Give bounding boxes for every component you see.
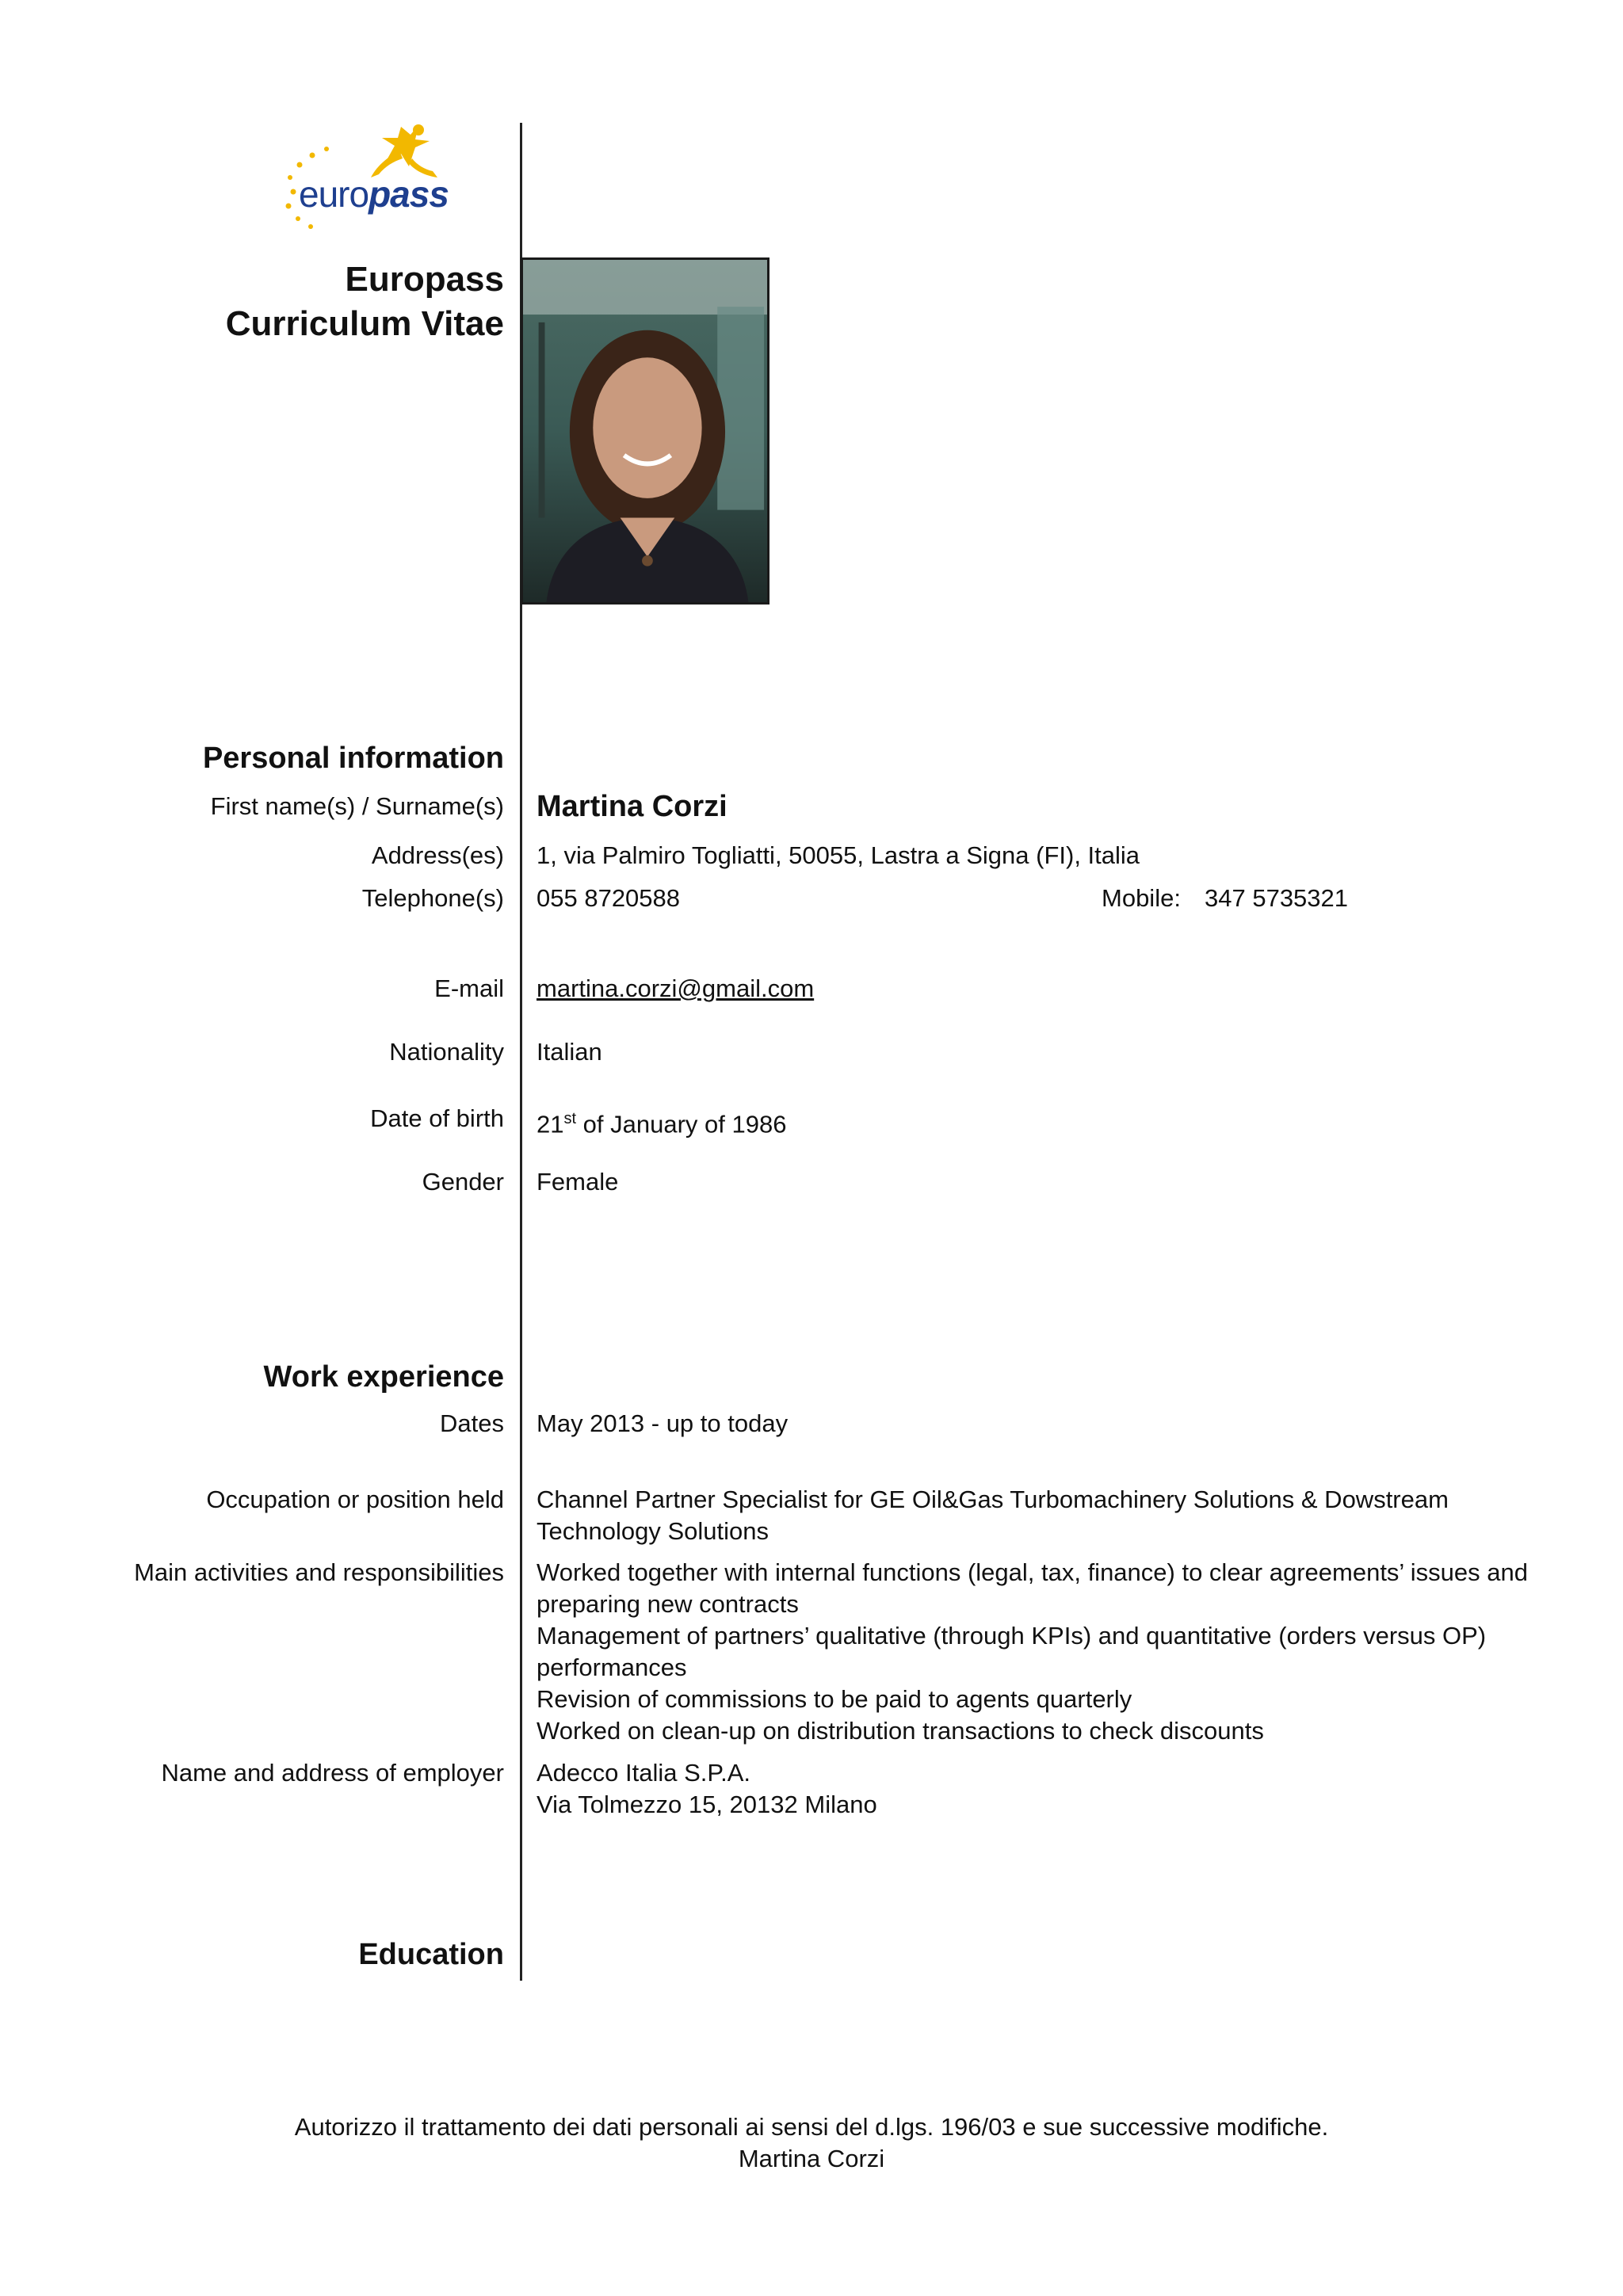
mobile-label: Mobile: <box>1102 884 1181 912</box>
europass-wordmark <box>299 173 449 215</box>
list-item: Revision of commissions to be paid to agents quarterly <box>537 1685 1132 1713</box>
email-label: E-mail <box>434 974 504 1002</box>
occupation-value: Channel Partner Specialist for GE Oil&Gas Turbomachinery Solutions & Dowstream Technology Solutions <box>537 1486 1449 1545</box>
footer-consent: Autorizzo il trattamento dei dati personali ai sensi del d.lgs. 196/03 e sue successive modifiche. <box>294 2113 1329 2141</box>
activities-list <box>537 1557 1567 1747</box>
cv-title-line1: Europass <box>345 260 504 299</box>
profile-photo <box>521 257 769 605</box>
employer-line1: Adecco Italia S.P.A. <box>537 1759 750 1787</box>
address-label: Address(es) <box>371 841 504 869</box>
list-item: Management of partners’ qualitative (through KPIs) and quantitative (orders versus OP) performances <box>537 1622 1487 1681</box>
gender-label: Gender <box>422 1168 504 1196</box>
footer-signature: Martina Corzi <box>738 2145 885 2172</box>
wordmark-pass: pass <box>369 174 449 215</box>
employer-value <box>537 1757 1567 1821</box>
telephone-value: 055 8720588 <box>537 884 681 912</box>
nationality-label: Nationality <box>389 1038 504 1066</box>
dates-label: Dates <box>440 1409 504 1437</box>
section-personal-information: Personal information <box>202 742 504 775</box>
address-value: 1, via Palmiro Togliatti, 50055, Lastra a Signa (FI), Italia <box>537 841 1140 869</box>
name-label: First name(s) / Surname(s) <box>210 792 504 820</box>
dates-value: May 2013 - up to today <box>537 1409 789 1437</box>
list-item: Worked together with internal functions (legal, tax, finance) to clear agreements’ issues and preparing new contracts <box>537 1558 1528 1618</box>
nationality-value: Italian <box>537 1038 602 1066</box>
dob-suffix: st <box>563 1110 577 1127</box>
person-portrait-icon <box>523 260 767 602</box>
dob-day: 21 <box>537 1110 564 1138</box>
cv-title-line2: Curriculum Vitae <box>225 304 504 343</box>
email-link[interactable]: martina.corzi@gmail.com <box>537 974 815 1002</box>
section-work-experience: Work experience <box>263 1360 504 1394</box>
activities-label: Main activities and responsibilities <box>134 1558 504 1586</box>
wordmark-euro: euro <box>299 174 369 215</box>
employer-line2: Via Tolmezzo 15, 20132 Milano <box>537 1791 877 1818</box>
list-item: Worked on clean-up on distribution transactions to check discounts <box>537 1717 1264 1745</box>
occupation-label: Occupation or position held <box>206 1486 504 1513</box>
mobile-value: 347 5735321 <box>1205 884 1349 912</box>
dob-rest: of January of 1986 <box>576 1110 787 1138</box>
telephone-label: Telephone(s) <box>361 884 504 912</box>
cv-title <box>226 257 504 346</box>
section-education: Education <box>358 1938 504 1971</box>
employer-label: Name and address of employer <box>161 1759 504 1787</box>
full-name: Martina Corzi <box>537 790 727 823</box>
dob-value <box>537 1103 786 1140</box>
dob-label: Date of birth <box>370 1104 504 1132</box>
gender-value: Female <box>537 1168 619 1196</box>
